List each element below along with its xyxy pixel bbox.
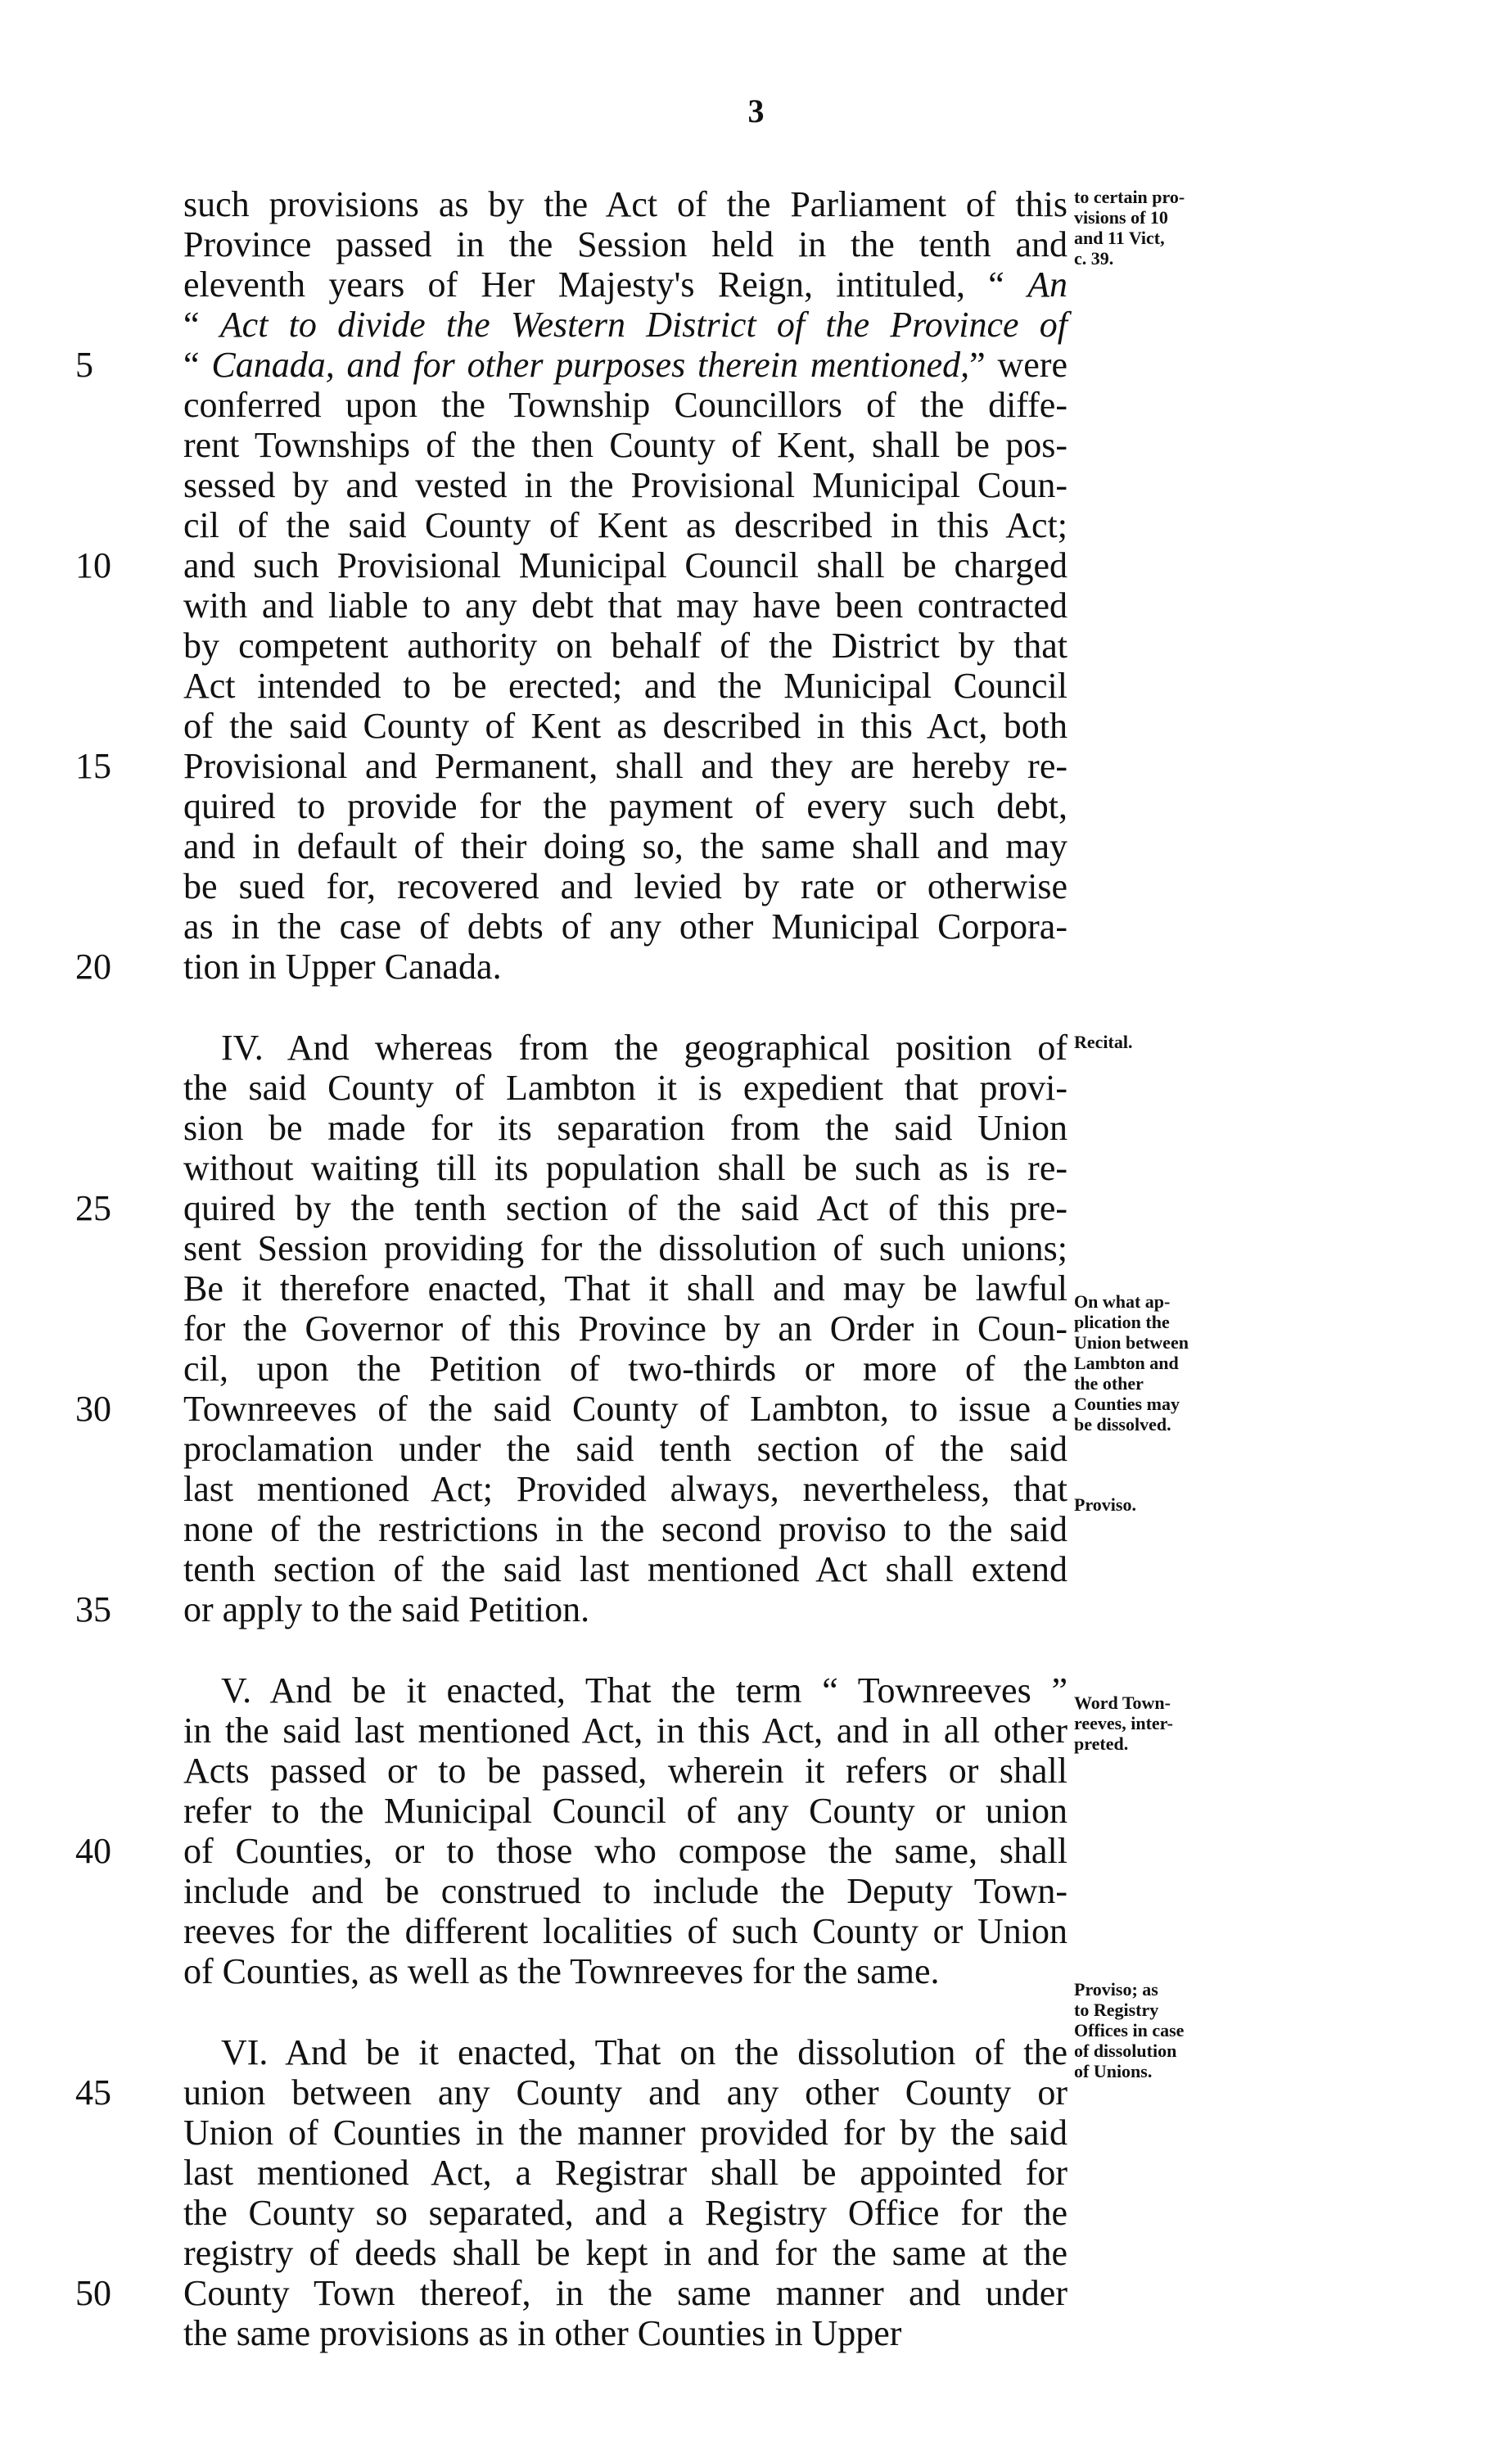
paragraph-p3 — [75, 1670, 1067, 1991]
text-line — [75, 746, 1067, 786]
text-segment: conferred upon the Township Councillors of the diffe- — [183, 385, 1067, 425]
paragraph-p4 — [75, 2032, 1067, 2353]
margin-note-registry — [1074, 1979, 1262, 2081]
text-line — [183, 2193, 1067, 2233]
text-segment: and in default of their doing so, the same shall and may — [183, 826, 1067, 866]
text-segment: or apply to the said Petition. — [183, 1589, 590, 1629]
text-line — [75, 1589, 1067, 1629]
text-line — [183, 1108, 1067, 1148]
text-segment: Union of Counties in the manner provided for by the said — [183, 2113, 1067, 2153]
text-line — [183, 786, 1067, 826]
text-segment: the same provisions as in other Counties in Upper — [183, 2313, 902, 2353]
text-line — [183, 1751, 1067, 1791]
text-line — [183, 666, 1067, 706]
line-number: 40 — [75, 1831, 111, 1871]
margin-note-union-dissolved — [1074, 1291, 1262, 1435]
text-line — [183, 1068, 1067, 1108]
text-line — [183, 1349, 1067, 1389]
text-line — [183, 2233, 1067, 2273]
text-line — [183, 585, 1067, 626]
paragraph-gap — [183, 987, 1067, 1028]
text-segment: with and liable to any debt that may have been contracted — [183, 585, 1067, 626]
margin-note-line: Offices in case — [1074, 2020, 1185, 2040]
text-segment: quired by the tenth section of the said Act of this pre- — [183, 1188, 1067, 1228]
text-line — [183, 1148, 1067, 1188]
text-line — [183, 1469, 1067, 1509]
text-line — [183, 826, 1067, 866]
text-segment: “ — [183, 345, 212, 385]
text-segment: tenth section of the said last mentioned Act shall extend — [183, 1549, 1067, 1589]
statute-body-text — [75, 184, 1068, 2353]
text-segment: for the Governor of this Province by an Order in Coun- — [183, 1308, 1067, 1349]
margin-note-line: Union between — [1074, 1332, 1189, 1353]
text-segment: Acts passed or to be passed, wherein it refers or shall — [183, 1751, 1067, 1791]
text-segment: IV. And whereas from the geographical position of — [221, 1028, 1067, 1068]
italic-text-segment: An — [1027, 264, 1067, 305]
line-number: 5 — [75, 345, 93, 385]
paragraph-gap — [183, 1629, 1067, 1670]
margin-note-line: plication the — [1074, 1312, 1170, 1332]
margin-note-line: Counties may — [1074, 1394, 1180, 1414]
text-line — [75, 1188, 1067, 1228]
margin-note-line: Recital. — [1074, 1032, 1133, 1052]
text-line — [75, 2273, 1067, 2313]
text-line — [183, 1228, 1067, 1268]
text-segment: the County so separated, and a Registry Office for the — [183, 2193, 1067, 2233]
margin-note-line: to Registry — [1074, 2000, 1159, 2020]
margin-note-line: of Unions. — [1074, 2061, 1153, 2081]
text-line — [183, 706, 1067, 746]
text-line — [183, 1549, 1067, 1589]
text-segment: ” were — [969, 345, 1068, 385]
text-line — [183, 1429, 1067, 1469]
text-segment: by competent authority on behalf of the District by that — [183, 626, 1067, 666]
text-segment: as in the case of debts of any other Municipal Corpora- — [183, 906, 1067, 947]
line-number: 10 — [75, 545, 111, 585]
text-segment: none of the restrictions in the second proviso to the said — [183, 1509, 1067, 1549]
text-line — [183, 1509, 1067, 1549]
text-segment: rent Townships of the then County of Kent, shall be pos- — [183, 425, 1067, 465]
margin-note-line: Proviso; as — [1074, 1979, 1158, 2000]
margin-note-line: be dissolved. — [1074, 1414, 1171, 1435]
line-number: 50 — [75, 2273, 111, 2313]
text-line — [183, 1871, 1067, 1911]
text-line — [183, 465, 1067, 505]
text-segment: quired to provide for the payment of every such debt, — [183, 786, 1067, 826]
text-segment: cil of the said County of Kent as described in this Act; — [183, 505, 1067, 545]
text-line — [183, 385, 1067, 425]
text-line — [183, 2032, 1067, 2072]
text-segment: tion in Upper Canada. — [183, 947, 502, 987]
text-line — [183, 1791, 1067, 1831]
text-line — [75, 1389, 1067, 1429]
text-segment: eleventh years of Her Majesty's Reign, intituled, “ — [183, 264, 1028, 305]
text-line — [183, 305, 1067, 345]
text-segment: Townreeves of the said County of Lambton, to issue a — [183, 1389, 1067, 1429]
text-line — [183, 1711, 1067, 1751]
text-line — [75, 947, 1067, 987]
margin-note-line: preted. — [1074, 1733, 1129, 1754]
text-segment: VI. And be it enacted, That on the dissolution of the — [221, 2032, 1067, 2072]
text-segment: of the said County of Kent as described in this Act, both — [183, 706, 1067, 746]
text-line — [75, 545, 1067, 585]
paragraph-p2 — [75, 1028, 1067, 1629]
paragraph-gap — [183, 1991, 1067, 2032]
margin-note-line: Word Town- — [1074, 1692, 1171, 1713]
text-segment: union between any County and any other County or — [183, 2072, 1067, 2113]
line-number: 30 — [75, 1389, 111, 1429]
margin-note-townreeves — [1074, 1692, 1262, 1754]
text-segment: County Town thereof, in the same manner and under — [183, 2273, 1067, 2313]
margin-note-line: reeves, inter- — [1074, 1713, 1173, 1733]
margin-note-line: On what ap- — [1074, 1291, 1171, 1312]
margin-note-line: Lambton and — [1074, 1353, 1179, 1373]
margin-note-proviso — [1074, 1494, 1262, 1515]
text-segment: Provisional and Permanent, shall and they are hereby re- — [183, 746, 1067, 786]
text-line — [183, 866, 1067, 906]
text-segment: cil, upon the Petition of two-thirds or more of the — [183, 1349, 1067, 1389]
italic-text-segment: Canada, and for other purposes therein mentioned, — [211, 345, 970, 385]
text-line — [183, 2113, 1067, 2153]
text-line — [183, 505, 1067, 545]
margin-note-line: the other — [1074, 1373, 1144, 1394]
text-segment: reeves for the different localities of such County or Union — [183, 1911, 1067, 1951]
text-line — [183, 1308, 1067, 1349]
margin-note-line: Proviso. — [1074, 1494, 1136, 1515]
text-segment: proclamation under the said tenth section of the said — [183, 1429, 1067, 1469]
margin-note-line: of dissolution — [1074, 2040, 1177, 2061]
text-segment: without waiting till its population shall be such as is re- — [183, 1148, 1067, 1188]
margin-note-certain-provisions — [1074, 187, 1262, 269]
text-line — [183, 2313, 1067, 2353]
line-number: 35 — [75, 1589, 111, 1629]
text-line — [183, 1268, 1067, 1308]
margin-note-recital — [1074, 1032, 1262, 1052]
text-line — [183, 224, 1067, 264]
text-segment: include and be construed to include the Deputy Town- — [183, 1871, 1067, 1911]
text-segment: Be it therefore enacted, That it shall and may be lawful — [183, 1268, 1067, 1308]
text-line — [183, 626, 1067, 666]
text-segment: of Counties, as well as the Townreeves for the same. — [183, 1951, 940, 1991]
margin-note-line: to certain pro- — [1074, 187, 1185, 207]
paragraph-p1 — [75, 184, 1068, 987]
text-line — [183, 1951, 1067, 1991]
text-segment: of Counties, or to those who compose the same, shall — [183, 1831, 1067, 1871]
text-line — [183, 2153, 1067, 2193]
text-segment: last mentioned Act, a Registrar shall be appointed for — [183, 2153, 1067, 2193]
text-line — [183, 425, 1067, 465]
line-number: 20 — [75, 947, 111, 987]
line-number: 45 — [75, 2072, 111, 2113]
text-segment: refer to the Municipal Council of any County or union — [183, 1791, 1067, 1831]
text-line — [75, 1831, 1067, 1871]
text-segment: last mentioned Act; Provided always, nevertheless, that — [183, 1469, 1067, 1509]
text-segment: Act intended to be erected; and the Municipal Council — [183, 666, 1067, 706]
text-line — [75, 345, 1068, 385]
margin-note-line: and 11 Vict, — [1074, 228, 1165, 248]
text-line — [183, 1911, 1067, 1951]
margin-note-line: visions of 10 — [1074, 207, 1168, 228]
text-line — [183, 1670, 1067, 1711]
text-segment: and such Provisional Municipal Council shall be charged — [183, 545, 1067, 585]
text-segment: be sued for, recovered and levied by rate or otherwise — [183, 866, 1067, 906]
line-number: 25 — [75, 1188, 111, 1228]
text-line — [183, 264, 1067, 305]
text-segment: sion be made for its separation from the said Union — [183, 1108, 1067, 1148]
line-number: 15 — [75, 746, 111, 786]
text-segment: in the said last mentioned Act, in this Act, and in all other — [183, 1711, 1067, 1751]
text-segment: V. And be it enacted, That the term “ Townreeves ” — [221, 1670, 1067, 1711]
text-segment: sent Session providing for the dissolution of such unions; — [183, 1228, 1067, 1268]
text-line — [75, 2072, 1067, 2113]
italic-text-segment: Act to divide the Western District of the Province of — [219, 305, 1068, 345]
text-segment: the said County of Lambton it is expedient that provi- — [183, 1068, 1067, 1108]
text-segment: such provisions as by the Act of the Parliament of this — [183, 184, 1067, 224]
text-line — [183, 1028, 1067, 1068]
page-number: 3 — [747, 93, 765, 129]
text-line — [183, 906, 1067, 947]
text-segment: Province passed in the Session held in the tenth and — [183, 224, 1067, 264]
text-segment: registry of deeds shall be kept in and for the same at the — [183, 2233, 1067, 2273]
text-segment: sessed by and vested in the Provisional Municipal Coun- — [183, 465, 1067, 505]
text-line — [183, 184, 1067, 224]
margin-note-line: c. 39. — [1074, 248, 1114, 269]
text-segment: “ — [183, 305, 220, 345]
